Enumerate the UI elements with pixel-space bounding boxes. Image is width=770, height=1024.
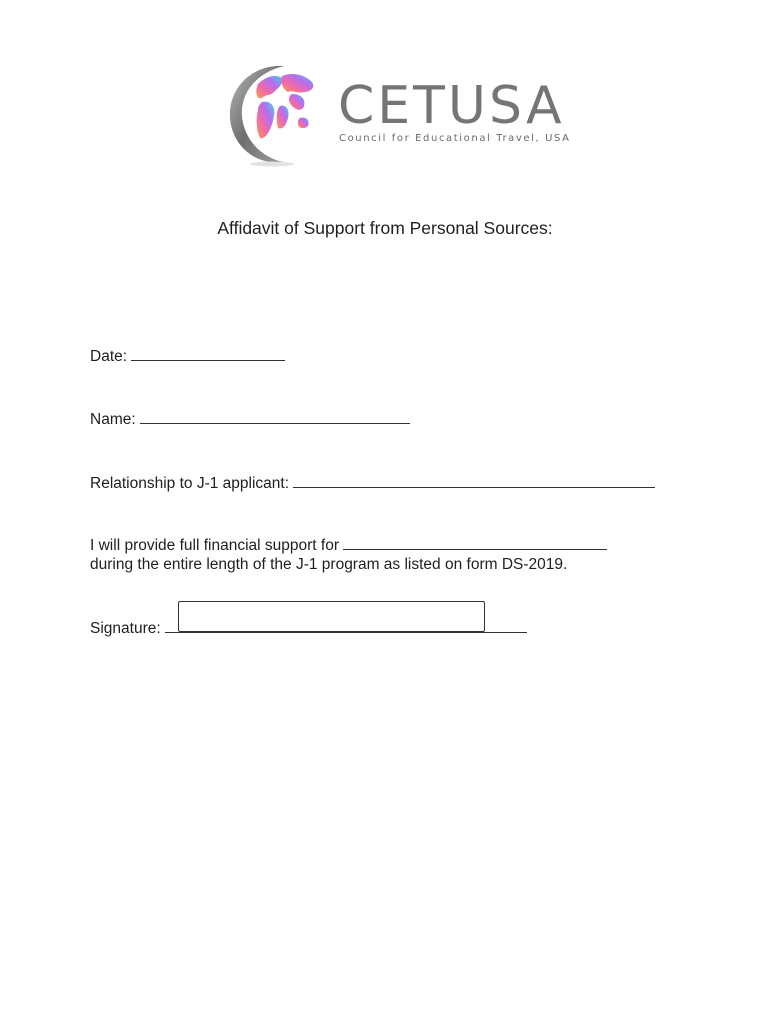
name-field	[90, 409, 410, 429]
date-field	[90, 346, 285, 366]
name-label: Name:	[90, 411, 136, 428]
logo-wordmark: CETUSA	[338, 76, 565, 136]
support-input-line[interactable]	[343, 535, 607, 550]
relationship-field	[90, 473, 655, 493]
support-continuation: during the entire length of the J-1 program as listed on form DS-2019.	[90, 556, 568, 573]
globe-icon	[222, 58, 332, 173]
document-title: Affidavit of Support from Personal Sources:	[217, 218, 553, 238]
signature-field	[90, 618, 527, 638]
logo-tagline: Council for Educational Travel, USA	[339, 133, 571, 144]
name-input-line[interactable]	[140, 409, 410, 424]
cetusa-logo	[222, 58, 571, 173]
signature-input-line[interactable]	[165, 618, 527, 633]
date-label: Date:	[90, 348, 128, 365]
signature-label: Signature:	[90, 620, 161, 637]
support-label: I will provide full financial support for	[90, 537, 339, 554]
relationship-input-line[interactable]	[293, 473, 655, 488]
date-input-line[interactable]	[131, 346, 285, 361]
support-field	[90, 535, 607, 555]
relationship-label: Relationship to J-1 applicant:	[90, 475, 290, 492]
